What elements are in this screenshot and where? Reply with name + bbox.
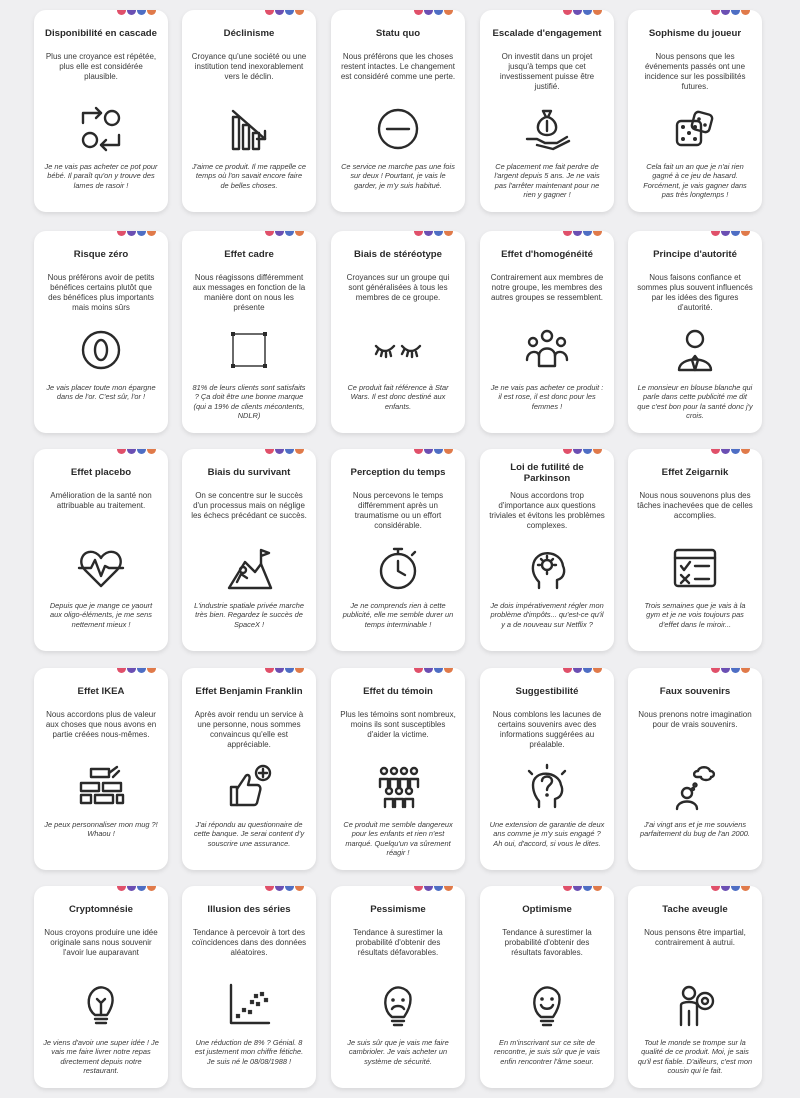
card-title: Effet placebo <box>70 467 132 479</box>
card-definition: Croyances sur un groupe qui sont généralisées à tous les membres de ce groupe. <box>346 273 450 302</box>
card-definition: Nous percevons le temps différemment après un traumatisme ou un effort considérable. <box>352 491 444 530</box>
color-dot <box>275 668 284 673</box>
card-title: Faux souvenirs <box>659 686 731 698</box>
color-dot <box>295 886 304 891</box>
color-dot <box>711 668 720 673</box>
color-dots <box>711 668 750 673</box>
color-dot <box>147 668 156 673</box>
closed-eyes-icon <box>340 325 456 375</box>
card-example: Une réduction de 8% ? Génial. 8 est justement mon chiffre fétiche. Je suis né le 08/08/1988 ! <box>194 1038 304 1066</box>
color-dot <box>117 886 126 891</box>
color-dot <box>731 231 740 236</box>
bias-card <box>480 886 614 1088</box>
color-dot <box>741 231 750 236</box>
color-dots <box>563 231 602 236</box>
card-definition: Nous pensons être impartial, contrairement à autrui. <box>644 928 746 947</box>
card-example: Cela fait un an que je n'ai rien gagné à ce jeu de hasard. Forcément, je vais gagner dans pas très longtemps ! <box>643 162 747 200</box>
bias-card <box>331 10 465 212</box>
card-definition: Amélioration de la santé non attribuable au traitement. <box>50 491 152 510</box>
color-dot <box>265 886 274 891</box>
color-dot <box>137 886 146 891</box>
bias-card <box>331 668 465 870</box>
card-example: Depuis que je mange ce yaourt aux oligo-éléments, je me sens nettement mieux ! <box>49 601 153 629</box>
card-example: Je ne vais pas acheter ce pot pour bébé. Il paraît qu'on y trouve des lames de rasoir ! <box>44 162 158 190</box>
color-dot <box>573 10 582 15</box>
color-dot <box>721 449 730 454</box>
color-dot <box>147 449 156 454</box>
color-dot <box>444 231 453 236</box>
card-title: Escalade d'engagement <box>492 28 602 40</box>
card-title: Perception du temps <box>350 467 446 479</box>
bias-card <box>480 231 614 433</box>
color-dot <box>593 886 602 891</box>
bias-card <box>182 668 316 870</box>
checklist-icon <box>637 543 753 593</box>
color-dot <box>424 668 433 673</box>
color-dot <box>117 449 126 454</box>
color-dot <box>285 668 294 673</box>
color-dot <box>573 449 582 454</box>
bias-card <box>34 449 168 651</box>
bias-card <box>182 886 316 1088</box>
color-dot <box>711 10 720 15</box>
card-title: Effet Benjamin Franklin <box>195 686 303 698</box>
bias-card <box>34 668 168 870</box>
color-dot <box>563 668 572 673</box>
happy-bulb-icon <box>489 980 605 1030</box>
color-dot <box>295 10 304 15</box>
thinking-person-icon <box>637 762 753 812</box>
card-example: Ce service ne marche pas une fois sur deux ! Pourtant, je vais le garder, je m'y suis habitué. <box>341 162 455 190</box>
card-title: Effet du témoin <box>363 686 433 698</box>
zero-coin-icon <box>43 325 159 375</box>
card-definition: On se concentre sur le succès d'un processus mais on néglige les échecs précédant ce succès. <box>191 491 307 520</box>
bias-card <box>628 449 762 651</box>
color-dot <box>275 10 284 15</box>
group-icon <box>489 325 605 375</box>
card-title: Suggestibilité <box>515 686 579 698</box>
lightbulb-icon <box>43 980 159 1030</box>
color-dot <box>434 10 443 15</box>
card-definition: Nous croyons produire une idée originale sans nous souvenir l'avoir lue auparavant <box>44 928 158 957</box>
color-dots <box>117 449 156 454</box>
color-dots <box>563 449 602 454</box>
money-bag-hand-icon <box>489 104 605 154</box>
color-dot <box>741 886 750 891</box>
card-example: Je vais placer toute mon épargne dans de l'or. C'est sûr, l'or ! <box>46 383 156 402</box>
card-example: J'aime ce produit. Il me rappelle ce temps où l'on savait encore faire de belles choses. <box>192 162 306 190</box>
color-dot <box>424 886 433 891</box>
color-dot <box>731 886 740 891</box>
bias-card <box>331 886 465 1088</box>
color-dot <box>275 449 284 454</box>
color-dot <box>593 668 602 673</box>
color-dots <box>563 10 602 15</box>
minus-circle-icon <box>340 104 456 154</box>
color-dot <box>414 886 423 891</box>
color-dot <box>265 449 274 454</box>
card-title: Sophisme du joueur <box>648 28 742 40</box>
color-dot <box>117 10 126 15</box>
card-title: Biais du survivant <box>207 467 291 479</box>
card-definition: Après avoir rendu un service à une personne, nous sommes convaincus qu'elle est appréciable. <box>194 710 304 749</box>
card-title: Effet IKEA <box>77 686 125 698</box>
sad-bulb-icon <box>340 980 456 1030</box>
card-title: Effet cadre <box>224 249 274 261</box>
bias-card <box>34 10 168 212</box>
color-dots <box>711 231 750 236</box>
color-dot <box>285 231 294 236</box>
card-definition: Contrairement aux membres de notre groupe, les membres des autres groupes se ressemblent. <box>490 273 604 302</box>
color-dot <box>127 231 136 236</box>
card-title: Effet d'homogénéité <box>501 249 593 261</box>
card-definition: Nous accordons trop d'importance aux questions triviales et évitons les problèmes complexes. <box>489 491 605 530</box>
color-dots <box>117 231 156 236</box>
color-dot <box>265 231 274 236</box>
color-dot <box>583 231 592 236</box>
bias-card <box>628 886 762 1088</box>
color-dot <box>424 449 433 454</box>
color-dot <box>711 231 720 236</box>
color-dots <box>563 886 602 891</box>
color-dot <box>573 886 582 891</box>
color-dots <box>563 668 602 673</box>
card-example: 81% de leurs clients sont satisfaits ? Ça doit être une bonne marque (qui a 19% de clients mécontents, NDLR) <box>192 383 306 421</box>
color-dot <box>137 668 146 673</box>
color-dot <box>434 886 443 891</box>
color-dot <box>573 231 582 236</box>
businessman-icon <box>637 325 753 375</box>
color-dot <box>147 886 156 891</box>
card-title: Statu quo <box>375 28 421 40</box>
question-head-icon <box>489 762 605 812</box>
color-dot <box>721 886 730 891</box>
color-dot <box>147 10 156 15</box>
card-title: Disponibilité en cascade <box>45 28 157 40</box>
color-dot <box>414 231 423 236</box>
color-dot <box>583 449 592 454</box>
color-dot <box>275 231 284 236</box>
color-dots <box>117 886 156 891</box>
card-definition: Tendance à surestimer la probabilité d'obtenir des résultats favorables. <box>502 928 592 957</box>
color-dot <box>127 668 136 673</box>
card-title: Illusion des séries <box>207 904 291 916</box>
card-definition: Nous accordons plus de valeur aux choses que nous avons en partie créées nous-mêmes. <box>45 710 157 739</box>
color-dot <box>583 886 592 891</box>
color-dot <box>424 10 433 15</box>
declining-chart-icon <box>191 104 307 154</box>
card-example: Le monsieur en blouse blanche qui parle dans cette publicité me dit que c'est bon pour la santé donc j'y crois. <box>637 383 753 421</box>
color-dot <box>127 10 136 15</box>
color-dot <box>731 449 740 454</box>
card-title: Risque zéro <box>73 249 129 261</box>
color-dot <box>127 886 136 891</box>
brick-wall-icon <box>43 762 159 812</box>
card-definition: Nous nous souvenons plus des tâches inachevées que de celles accomplies. <box>637 491 753 520</box>
color-dot <box>424 231 433 236</box>
color-dot <box>711 886 720 891</box>
color-dot <box>731 668 740 673</box>
card-definition: Nous préférons que les choses restent intactes. Le changement est considéré comme une perte. <box>340 52 456 81</box>
card-definition: Nous comblons les lacunes de certains souvenirs avec des informations suggérées au préalable. <box>492 710 602 749</box>
color-dot <box>295 449 304 454</box>
color-dots <box>265 449 304 454</box>
card-title: Pessimisme <box>370 904 426 916</box>
color-dots <box>414 231 453 236</box>
color-dot <box>444 449 453 454</box>
card-example: Je ne comprends rien à cette publicité, elle me semble durer un temps interminable ! <box>342 601 454 629</box>
bias-card <box>480 668 614 870</box>
color-dots <box>265 10 304 15</box>
color-dot <box>295 668 304 673</box>
color-dot <box>265 668 274 673</box>
frame-icon <box>191 325 307 375</box>
color-dot <box>434 231 443 236</box>
color-dot <box>721 231 730 236</box>
color-dots <box>117 668 156 673</box>
bias-card <box>480 10 614 212</box>
color-dot <box>563 449 572 454</box>
color-dot <box>414 668 423 673</box>
bias-card <box>628 668 762 870</box>
color-dot <box>137 231 146 236</box>
color-dots <box>414 10 453 15</box>
head-gear-icon <box>489 543 605 593</box>
color-dots <box>711 886 750 891</box>
card-example: Tout le monde se trompe sur la qualité de ce produit. Moi, je sais qu'il est fiable. D'ailleurs, c'est mon cousin qui le fait. <box>637 1038 753 1076</box>
color-dots <box>265 231 304 236</box>
card-example: En m'inscrivant sur ce site de rencontre, je suis sûr que je vais enfin rencontrer l'âme soeur. <box>494 1038 600 1066</box>
cycle-arrows-icon <box>43 104 159 154</box>
color-dot <box>117 231 126 236</box>
crowd-icon <box>340 762 456 812</box>
bias-card <box>34 886 168 1088</box>
color-dot <box>434 668 443 673</box>
bias-card <box>480 449 614 651</box>
color-dot <box>593 10 602 15</box>
color-dot <box>721 10 730 15</box>
color-dots <box>265 886 304 891</box>
color-dot <box>414 10 423 15</box>
card-example: J'ai répondu au questionnaire de cette banque. Je serai content d'y souscrire une assurance. <box>193 820 305 848</box>
color-dot <box>583 668 592 673</box>
color-dot <box>285 449 294 454</box>
card-example: Ce placement me fait perdre de l'argent depuis 5 ans. Je ne vais pas l'arrêter maintenant pour ne rien y gagner ! <box>494 162 600 200</box>
color-dot <box>593 449 602 454</box>
color-dot <box>583 10 592 15</box>
bias-card <box>34 231 168 433</box>
card-example: Je ne vais pas acheter ce produit : il est rose, il est donc pour les femmes ! <box>490 383 604 411</box>
card-example: J'ai vingt ans et je me souviens parfaitement du bug de l'an 2000. <box>640 820 750 839</box>
scatter-plot-icon <box>191 980 307 1030</box>
color-dot <box>444 886 453 891</box>
card-definition: Plus les témoins sont nombreux, moins ils sont susceptibles d'aider la victime. <box>340 710 456 739</box>
card-example: L'industrie spatiale privée marche très bien. Regardez le succès de SpaceX ! <box>194 601 304 629</box>
card-definition: Nous faisons confiance et sommes plus souvent influencés par les idées des figures d'autorité. <box>637 273 753 312</box>
card-definition: On investit dans un projet jusqu'à temps que cet investissement puisse être justifié. <box>499 52 595 91</box>
bias-card <box>628 10 762 212</box>
card-definition: Croyance qu'une société ou une institution tend inexorablement vers le déclin. <box>191 52 307 81</box>
color-dot <box>563 10 572 15</box>
color-dot <box>741 449 750 454</box>
color-dot <box>573 668 582 673</box>
color-dot <box>285 886 294 891</box>
color-dots <box>414 668 453 673</box>
card-definition: Nous prenons notre imagination pour de vrais souvenirs. <box>638 710 752 729</box>
color-dot <box>117 668 126 673</box>
card-example: Je peux personnaliser mon mug ?! Whaou ! <box>44 820 158 839</box>
card-example: Je suis sûr que je vais me faire cambrioler. Je vais acheter un système de sécurité. <box>347 1038 449 1066</box>
card-definition: Nous réagissons différemment aux messages en fonction de la manière dont on nous les présente <box>192 273 306 312</box>
color-dot <box>275 886 284 891</box>
color-dot <box>563 886 572 891</box>
thumbs-up-plus-icon <box>191 762 307 812</box>
bias-card <box>182 449 316 651</box>
card-title: Cryptomnésie <box>69 904 133 916</box>
card-title: Tache aveugle <box>662 904 728 916</box>
color-dots <box>711 10 750 15</box>
card-example: Je viens d'avoir une super idée ! Je vais me faire livrer notre repas directement depuis notre restaurant. <box>43 1038 159 1076</box>
stopwatch-icon <box>340 543 456 593</box>
color-dots <box>711 449 750 454</box>
card-title: Loi de futilité de Parkinson <box>510 461 584 484</box>
color-dot <box>414 449 423 454</box>
card-definition: Nous préférons avoir de petits bénéfices certains plutôt que des bénéfices plus importants mais moins sûrs <box>47 273 155 312</box>
color-dots <box>117 10 156 15</box>
color-dot <box>711 449 720 454</box>
color-dot <box>731 10 740 15</box>
card-definition: Tendance à percevoir à tort des coïncidences dans des données aléatoires. <box>191 928 307 957</box>
person-eye-icon <box>637 980 753 1030</box>
color-dot <box>444 668 453 673</box>
heartbeat-icon <box>43 543 159 593</box>
mountain-climber-icon <box>191 543 307 593</box>
card-title: Optimisme <box>522 904 572 916</box>
color-dots <box>265 668 304 673</box>
card-title: Effet Zeigarnik <box>661 467 729 479</box>
color-dot <box>593 231 602 236</box>
card-example: Ce produit me semble dangereux pour les enfants et rien n'est marqué. Quelqu'un va sûrement réagir ! <box>343 820 453 858</box>
color-dot <box>265 10 274 15</box>
bias-card <box>182 231 316 433</box>
color-dot <box>285 10 294 15</box>
color-dot <box>147 231 156 236</box>
bias-card <box>331 231 465 433</box>
color-dot <box>434 449 443 454</box>
color-dot <box>137 449 146 454</box>
color-dot <box>137 10 146 15</box>
card-title: Principe d'autorité <box>653 249 737 261</box>
color-dots <box>414 886 453 891</box>
color-dot <box>721 668 730 673</box>
card-example: Ce produit fait référence à Star Wars. Il est donc destiné aux enfants. <box>347 383 449 411</box>
card-title: Déclinisme <box>223 28 275 40</box>
card-title: Biais de stéréotype <box>354 249 442 261</box>
dice-icon <box>637 104 753 154</box>
color-dot <box>444 10 453 15</box>
bias-card <box>628 231 762 433</box>
card-definition: Plus une croyance est répétée, plus elle est considérée plausible. <box>45 52 157 81</box>
bias-card <box>331 449 465 651</box>
color-dot <box>295 231 304 236</box>
color-dots <box>414 449 453 454</box>
card-definition: Tendance à surestimer la probabilité d'obtenir des résultats défavorables. <box>353 928 443 957</box>
card-definition: Nous pensons que les événements passés ont une incidence sur les possibilités futures. <box>644 52 746 91</box>
color-dot <box>127 449 136 454</box>
card-example: Je dois impérativement régler mon problème d'impôts... qu'est-ce qu'il y a de nouveau sur Netflix ? <box>490 601 604 629</box>
card-example: Trois semaines que je vais à la gym et je ne vois toujours pas d'effet dans le miroir... <box>644 601 746 629</box>
bias-card <box>182 10 316 212</box>
color-dot <box>741 668 750 673</box>
color-dot <box>741 10 750 15</box>
card-example: Une extension de garantie de deux ans comme je m'y suis engagé ? Ah oui, d'accord, si vous le dites. <box>489 820 605 848</box>
color-dot <box>563 231 572 236</box>
